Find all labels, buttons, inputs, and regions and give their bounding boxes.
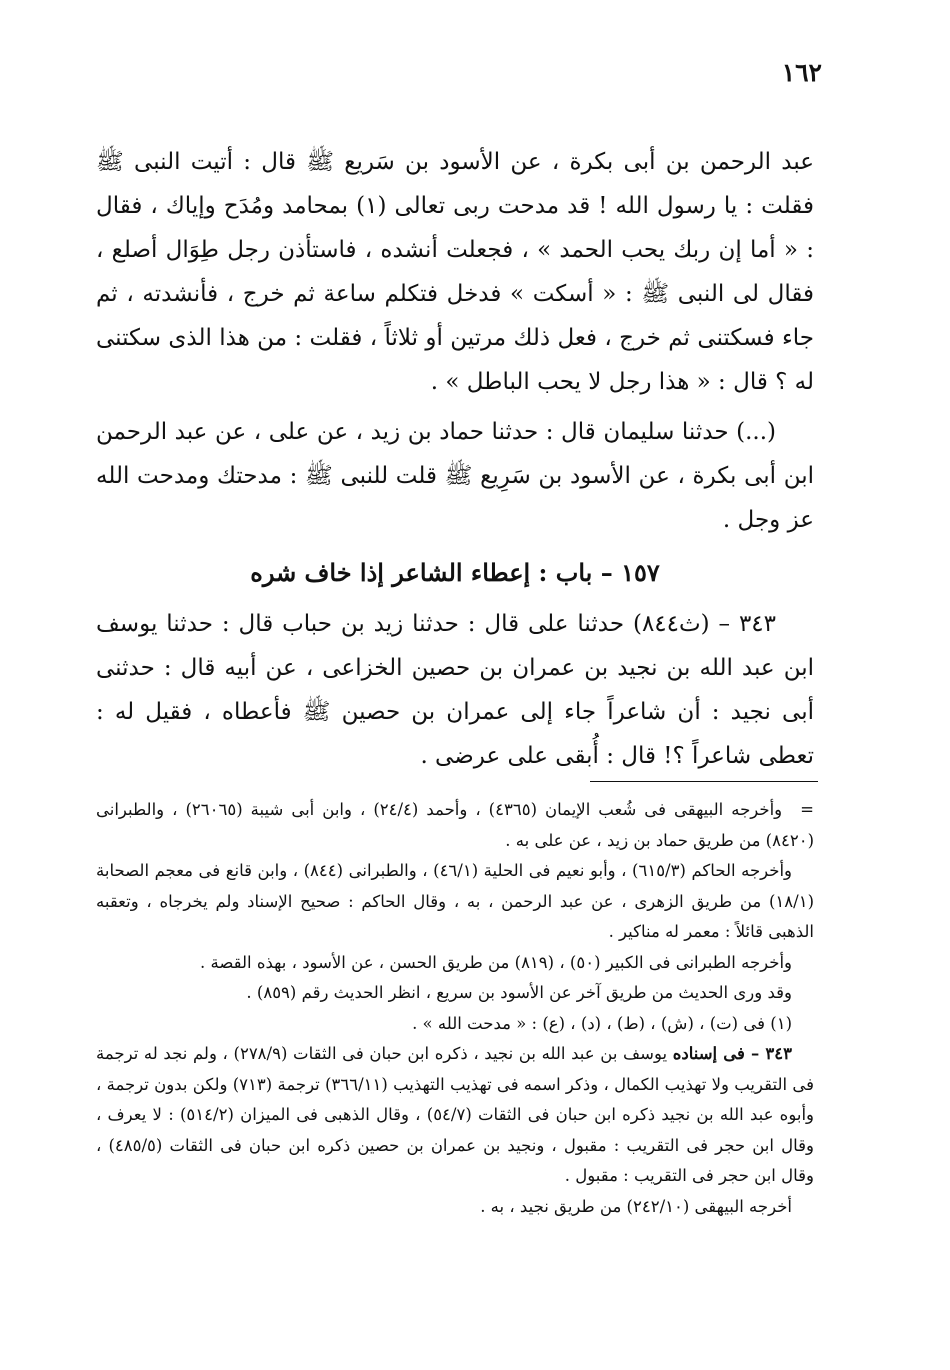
footnote-isnad-343 (96, 1039, 814, 1192)
footnote-separator (590, 781, 818, 782)
footnote-isnad-label: ٣٤٣ – فى إسناده (672, 1044, 792, 1063)
footnote-isnad-text: يوسف بن عبد الله بن نجيد ، ذكره ابن حبان فى الثقات (٢٧٨/٩) ، ولم نجد له ترجمة فى التقريب ولا تهذيب الكمال ، وذكر اسمه فى تهذيب التهذيب (٣٦٦/١١) ترجمة (٧١٣) ولكن بدون ترجمة ، وأبوه عبد الله بن نجيد ذكره ابن حبان فى الثقات (٥٤/٧) ، وقال الذهبى فى الميزان (٥١٤/٢) : لا يعرف ، وقال ابن حجر فى التقريب : مقبول ، ونجيد بن عمران بن حصين ذكره ابن حبان فى الثقات (٤٨٥/٥) ، وقال ابن حجر فى التقريب : مقبول . (96, 1044, 814, 1185)
footnote-text: وأخرجه البيهقى فى شُعب الإيمان (٤٣٦٥) ، وأحمد (٢٤/٤) ، وابن أبى شيبة (٢٦٠٦٥) ، والطبرانى (٨٤٢٠) من طريق حماد بن زيد ، عن على به . (96, 800, 814, 850)
paragraph-hadith-343: ٣٤٣ – (ث٨٤٤) حدثنا على قال : حدثنا زيد بن حباب قال : حدثنا يوسف ابن عبد الله بن نجيد بن عمران بن حصين الخزاعى ، عن أبيه قال : حدثنى أبى نجيد : أن شاعراً جاء إلى عمران بن حصين ﷺ فأعطاه ، فقيل له : تعطى شاعراً ؟! قال : أُبقى على عرضى . (96, 611, 814, 769)
footnotes (96, 795, 814, 1222)
chapter-heading: ١٥٧ – باب : إعطاء الشاعر إذا خاف شره (250, 558, 660, 587)
page-number: ١٦٢ (781, 58, 822, 87)
main-text (96, 140, 814, 778)
paragraph-hadith-variant: (...) حدثنا سليمان قال : حدثنا حماد بن زيد ، عن على ، عن عبد الرحمن ابن أبى بكرة ، عن الأسود بن سَرِيع ﷺ قلت للنبى ﷺ : مدحتك ومدحت الله عز وجل . (96, 419, 814, 533)
footnote-continuation (96, 795, 814, 856)
footnote-tabarani: وأخرجه الطبرانى فى الكبير (٥٠) ، (٨١٩) من طريق الحسن ، عن الأسود ، بهذه القصة . (200, 952, 792, 972)
paragraph-hadith-text: عبد الرحمن بن أبى بكرة ، عن الأسود بن سَريع ﷺ قال : أتيت النبى ﷺ فقلت : يا رسول الله ! قد مدحت ربى تعالى (١) بمحامد ومُدَح وإياك ، فقال : « أما إن ربك يحب الحمد » ، فجعلت أنشده ، فاستأذن رجل طِوَال أصلع ، فقال لى النبى ﷺ : « أسكت » فدخل فتكلم ساعة ثم خرج ، فأنشدته ، ثم جاء فسكتنى ثم خرج ، فعل ذلك مرتين أو ثلاثاً ، فقلت : من هذا الذى سكتنى له ؟ قال : « هذا رجل لا يحب الباطل » . (96, 149, 814, 395)
footnote-variant-readings: (١) فى (ت) ، (ش) ، (ط) ، (د) ، (ع) : « مدحت الله » . (412, 1013, 792, 1033)
footnote-bayhaqi: أخرجه البيهقى (٢٤٢/١٠) من طريق نجيد ، به . (480, 1196, 792, 1216)
footnote-other-route: وقد ورى الحديث من طريق آخر عن الأسود بن سريع ، انظر الحديث رقم (٨٥٩) . (246, 983, 792, 1002)
footnote-hakim: وأخرجه الحاكم (٦١٥/٣) ، وأبو نعيم فى الحلية (٤٦/١) ، والطبرانى (٨٤٤) ، وابن قانع فى معجم الصحابة (١٨/١) من طريق الزهرى ، عن عبد الرحمن ، به ، وقال الحاكم : صحيح الإسناد ولم يخرجاه ، وتعقبه الذهبى قائلاً : معمر له مناكير . (96, 861, 814, 941)
continuation-marker: = (800, 800, 814, 819)
